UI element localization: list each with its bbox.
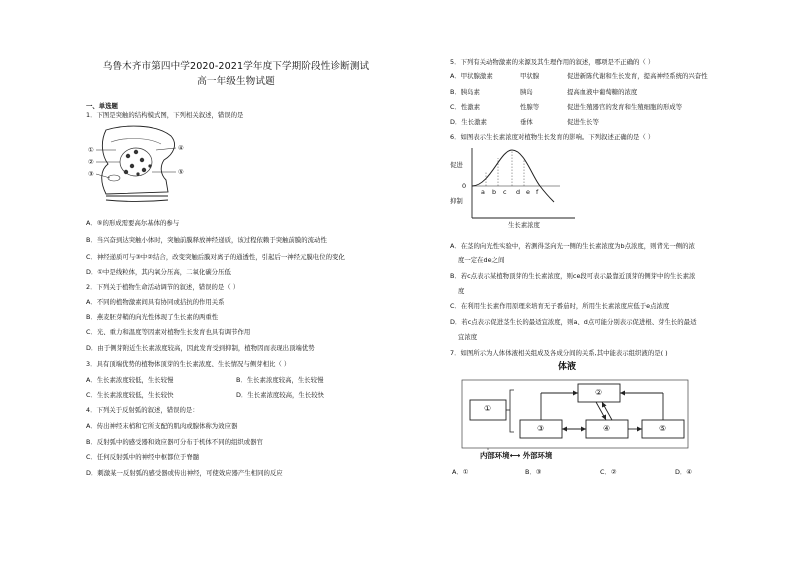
environment-label: 内部环境⟷ 外部环境 <box>480 451 553 460</box>
box-1: ① <box>484 404 492 413</box>
q1-option-a: A．⑤的形成需要高尔基体的参与 <box>86 219 180 227</box>
q5-row-b-gland: 胰岛 <box>520 88 533 96</box>
q5-row-d-function: 促进生长等 <box>567 118 599 126</box>
q6-option-b-cont: 度 <box>458 287 465 295</box>
synapse-diagram <box>86 122 196 212</box>
graph-zero: 0 <box>462 182 467 190</box>
box-2: ② <box>595 388 603 397</box>
q3-option-a: A．生长素浓度较低，生长较慢 <box>86 376 174 384</box>
graph-y-top: 促进 <box>450 161 463 169</box>
q4-option-d: D．刺激某一反射弧的感受器或传出神经，可使效应器产生相同的反应 <box>86 469 283 477</box>
q2-option-d: D．由于侧芽附近生长素浓度较高，因此发育受到抑制，植物因而表现出顶端优势 <box>86 344 315 352</box>
q6-option-a: A．在茎的向光性实验中，若测得茎向光一侧的生长素浓度为b点浓度，则背光一侧的浓 <box>450 242 695 250</box>
box-4: ④ <box>603 424 611 433</box>
q5-row-a-gland: 甲状腺 <box>520 72 540 80</box>
q5-row-b <box>450 88 770 96</box>
auxin-graph <box>450 146 580 232</box>
q6-option-b: B．若c点表示某植物顶芽的生长素浓度，则ce段可表示最靠近顶芽的侧芽中的生长素浓 <box>450 272 696 280</box>
q6-option-d: D．若c点表示促进茎生长的最适宜浓度，则a、d点可能分别表示促进根、芽生长的最适 <box>450 318 697 326</box>
body-fluid-title: 体液 <box>558 362 577 372</box>
q5-row-c-hormone: C．性激素 <box>450 103 481 111</box>
box-3: ③ <box>537 424 545 433</box>
q5-row-b-function: 提高血液中葡萄糖的浓度 <box>567 88 638 96</box>
q5-row-b-hormone: B．胰岛素 <box>450 88 480 96</box>
q2-stem: 2．下列关于植物生命活动调节的叙述，错误的是（ ） <box>86 283 240 291</box>
q5-row-d <box>450 118 770 126</box>
q5-row-a-hormone: A．甲状腺激素 <box>450 72 493 80</box>
q1-option-d: D．①中是线粒体，其内氧分压高，二氧化碳分压低 <box>86 268 231 276</box>
box-5: ⑤ <box>659 424 667 433</box>
q5-row-d-hormone: D．生长激素 <box>450 118 487 126</box>
q7-stem: 7．如图所示为人体体液相关组成及各成分间的关系,其中能表示组织液的是( ) <box>450 349 668 357</box>
q2-option-c: C．光、重力和温度等因素对植物生长发育也具有调节作用 <box>86 328 251 336</box>
q3-option-d: D．生长素浓度较高，生长较快 <box>236 391 324 399</box>
exam-subtitle: 高一年级生物试题 <box>197 76 275 87</box>
graph-point-a: a <box>481 188 485 196</box>
synapse-label-3: ③ <box>88 170 94 178</box>
q5-row-c-gland: 性腺等 <box>520 103 540 111</box>
q2-option-a: A．不同的植物激素间具有协同或拮抗的作用关系 <box>86 298 225 306</box>
q6-option-d-cont: 宜浓度 <box>458 333 478 341</box>
q5-row-a <box>450 72 770 80</box>
synapse-label-4: ④ <box>178 144 184 152</box>
graph-point-d: d <box>516 188 521 196</box>
q6-option-a-cont: 度一定在de之间 <box>458 256 505 264</box>
graph-point-f: f <box>536 188 539 196</box>
graph-point-c: c <box>503 188 507 196</box>
q5-stem: 5．下列有关动物激素的来源及其生理作用的叙述，哪项是不正确的（ ） <box>450 58 655 66</box>
q7-option-a: A．① <box>452 468 469 476</box>
q1-stem: 1．下图是突触的结构模式图，下列相关叙述，错误的是 <box>86 111 244 119</box>
q4-option-b: B．反射弧中的感受器和效应器可分布于机体不同的组织或器官 <box>86 438 263 446</box>
q5-row-c <box>450 103 770 111</box>
q2-option-b: B．燕麦胚芽鞘的向光性体现了生长素的两重性 <box>86 313 219 321</box>
q3-option-b: B．生长素浓度较高，生长较慢 <box>236 376 324 384</box>
q1-option-b: B．当兴奋到达突触小体时，突触前膜释放神经递质，该过程依赖于突触前膜的流动性 <box>86 236 327 244</box>
section-heading: 一、单选题 <box>86 102 118 110</box>
q5-row-d-gland: 垂体 <box>520 118 533 126</box>
graph-y-bottom: 抑制 <box>450 197 463 205</box>
q7-option-b: B．③ <box>525 468 542 476</box>
q6-option-c: C．在利用生长素作用原理来培育无子番茄时，所用生长素浓度应低于e点浓度 <box>450 302 670 310</box>
graph-point-e: e <box>526 188 530 196</box>
q5-row-c-function: 促进生殖器官的发育和生殖细胞的形成等 <box>567 103 683 111</box>
synapse-label-5: ⑤ <box>178 168 184 176</box>
synapse-label-1: ① <box>88 146 94 154</box>
graph-point-b: b <box>492 188 497 196</box>
q7-option-c: C．② <box>600 468 617 476</box>
q3-option-c: C．生长素浓度较低，生长较快 <box>86 391 174 399</box>
graph-x-label: 生长素浓度 <box>508 221 540 229</box>
exam-title: 乌鲁木齐市第四中学2020-2021学年度下学期阶段性诊断测试 <box>102 61 370 72</box>
q4-stem: 4．下列关于反射弧的叙述，错误的是： <box>86 406 199 414</box>
q6-stem: 6．如图表示生长素浓度对植物生长发育的影响。下列叙述正确的是（ ） <box>450 133 655 141</box>
q7-option-d: D．④ <box>675 468 693 476</box>
q5-row-a-function: 促进新陈代谢和生长发育，提高神经系统的兴奋性 <box>567 72 708 80</box>
synapse-label-2: ② <box>88 158 94 166</box>
q4-option-c: C．任何反射弧中的神经中枢都位于脊髓 <box>86 453 200 461</box>
q4-option-a: A．传出神经末梢和它所支配的肌肉或腺体称为效应器 <box>86 422 238 430</box>
body-fluid-diagram <box>460 360 690 463</box>
q3-stem: 3．具有顶端优势的植物体顶芽的生长素浓度、生长情况与侧芽相比（ ） <box>86 360 291 368</box>
q1-option-c: C．神经递质可与③中②结合，改变突触后膜对离子的通透性，引起后一神经元膜电位的变化 <box>86 253 345 261</box>
